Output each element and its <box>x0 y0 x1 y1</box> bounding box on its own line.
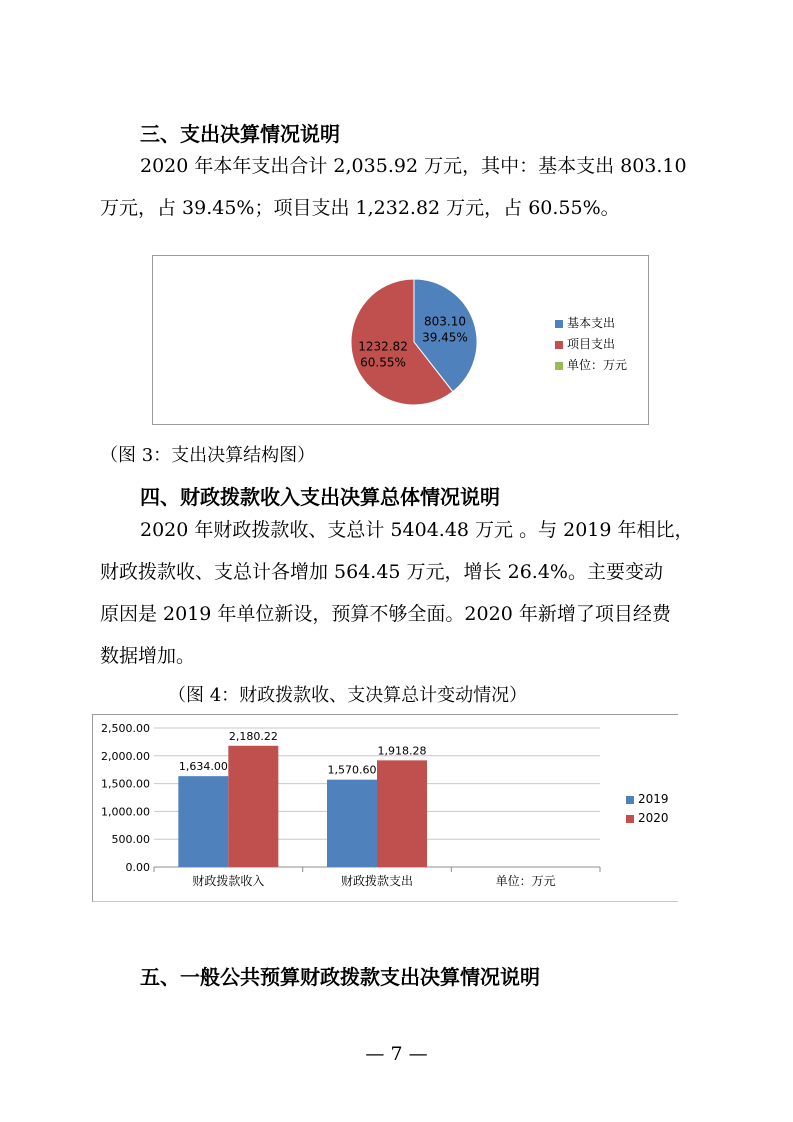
bar-legend-item-2020 <box>626 811 669 825</box>
bar-legend-swatch-2020 <box>626 815 634 823</box>
bar-data-label-2020-1: 1,918.28 <box>377 744 427 758</box>
x-category-label-1: 财政拨款支出 <box>340 874 414 888</box>
pie-legend-item-2 <box>555 356 627 373</box>
bar-data-label-2020-0: 2,180.22 <box>228 729 278 743</box>
y-tick-label-0: 0.00 <box>125 861 150 874</box>
pie-label-percent-0: 39.45% <box>422 330 468 345</box>
bar-legend-item-2019 <box>626 792 669 806</box>
bar-2019-1 <box>327 780 377 867</box>
section-3-para-line-1: 2020 年本年支出合计 2,035.92 万元，其中：基本支出 803.10 <box>140 155 687 177</box>
x-category-label-0: 财政拨款收入 <box>192 874 265 888</box>
section-4-para-line-1: 2020 年财政拨款收、支总计 5404.48 万元 。与 2019 年相比， <box>140 519 694 541</box>
bar-2020-0 <box>228 746 278 867</box>
bar-2019-0 <box>178 776 228 867</box>
section-3-title: 三、支出决算情况说明 <box>140 122 340 146</box>
bar-data-label-2019-1: 1,570.60 <box>327 763 377 777</box>
pie-legend-swatch-2 <box>555 362 563 370</box>
section-5-title: 五、一般公共预算财政拨款支出决算情况说明 <box>140 965 540 989</box>
bar-chart-frame <box>92 714 678 902</box>
bar-chart-svg <box>92 714 678 902</box>
y-tick-label-2: 1,000.00 <box>101 805 150 819</box>
y-tick-label-3: 1,500.00 <box>101 777 150 791</box>
section-4-para-line-3: 原因是 2019 年单位新设，预算不够全面。2020 年新增了项目经费 <box>100 603 671 625</box>
figure-3-caption: （图 3：支出决算结构图） <box>100 445 316 466</box>
pie-label-percent-1: 60.55% <box>360 355 406 370</box>
figure-4-caption: （图 4：财政拨款收、支决算总计变动情况） <box>168 685 528 706</box>
section-4-para-line-2: 财政拨款收、支总计各增加 564.45 万元，增长 26.4%。主要变动 <box>100 561 663 583</box>
y-tick-label-4: 2,000.00 <box>101 749 150 763</box>
pie-legend-label-0: 基本支出 <box>567 316 616 330</box>
page-number: — 7 — <box>365 1043 428 1065</box>
bar-legend-label-2019: 2019 <box>638 792 669 806</box>
pie-legend-item-1 <box>555 335 615 352</box>
bar-2020-1 <box>377 760 427 867</box>
y-tick-label-1: 500.00 <box>111 833 150 847</box>
pie-legend-label-1: 项目支出 <box>567 337 616 351</box>
pie-legend-swatch-1 <box>555 341 563 349</box>
bar-data-label-2019-0: 1,634.00 <box>178 760 228 774</box>
bar-legend-swatch-2019 <box>626 796 634 804</box>
pie-legend-swatch-0 <box>555 320 563 328</box>
section-4-para-line-4: 数据增加。 <box>100 645 196 667</box>
pie-label-value-1: 1232.82 <box>358 339 408 354</box>
pie-chart-frame <box>152 255 649 425</box>
pie-label-value-0: 803.10 <box>423 314 466 329</box>
y-tick-label-5: 2,500.00 <box>101 722 150 735</box>
bar-legend-label-2020: 2020 <box>638 811 669 825</box>
pie-legend-label-2: 单位：万元 <box>567 358 628 372</box>
x-category-label-2: 单位：万元 <box>495 874 556 888</box>
pie-legend-item-0 <box>555 314 615 331</box>
section-3-para-line-2: 万元，占 39.45%；项目支出 1,232.82 万元，占 60.55%。 <box>100 197 620 219</box>
section-4-title: 四、财政拨款收入支出决算总体情况说明 <box>140 485 500 509</box>
